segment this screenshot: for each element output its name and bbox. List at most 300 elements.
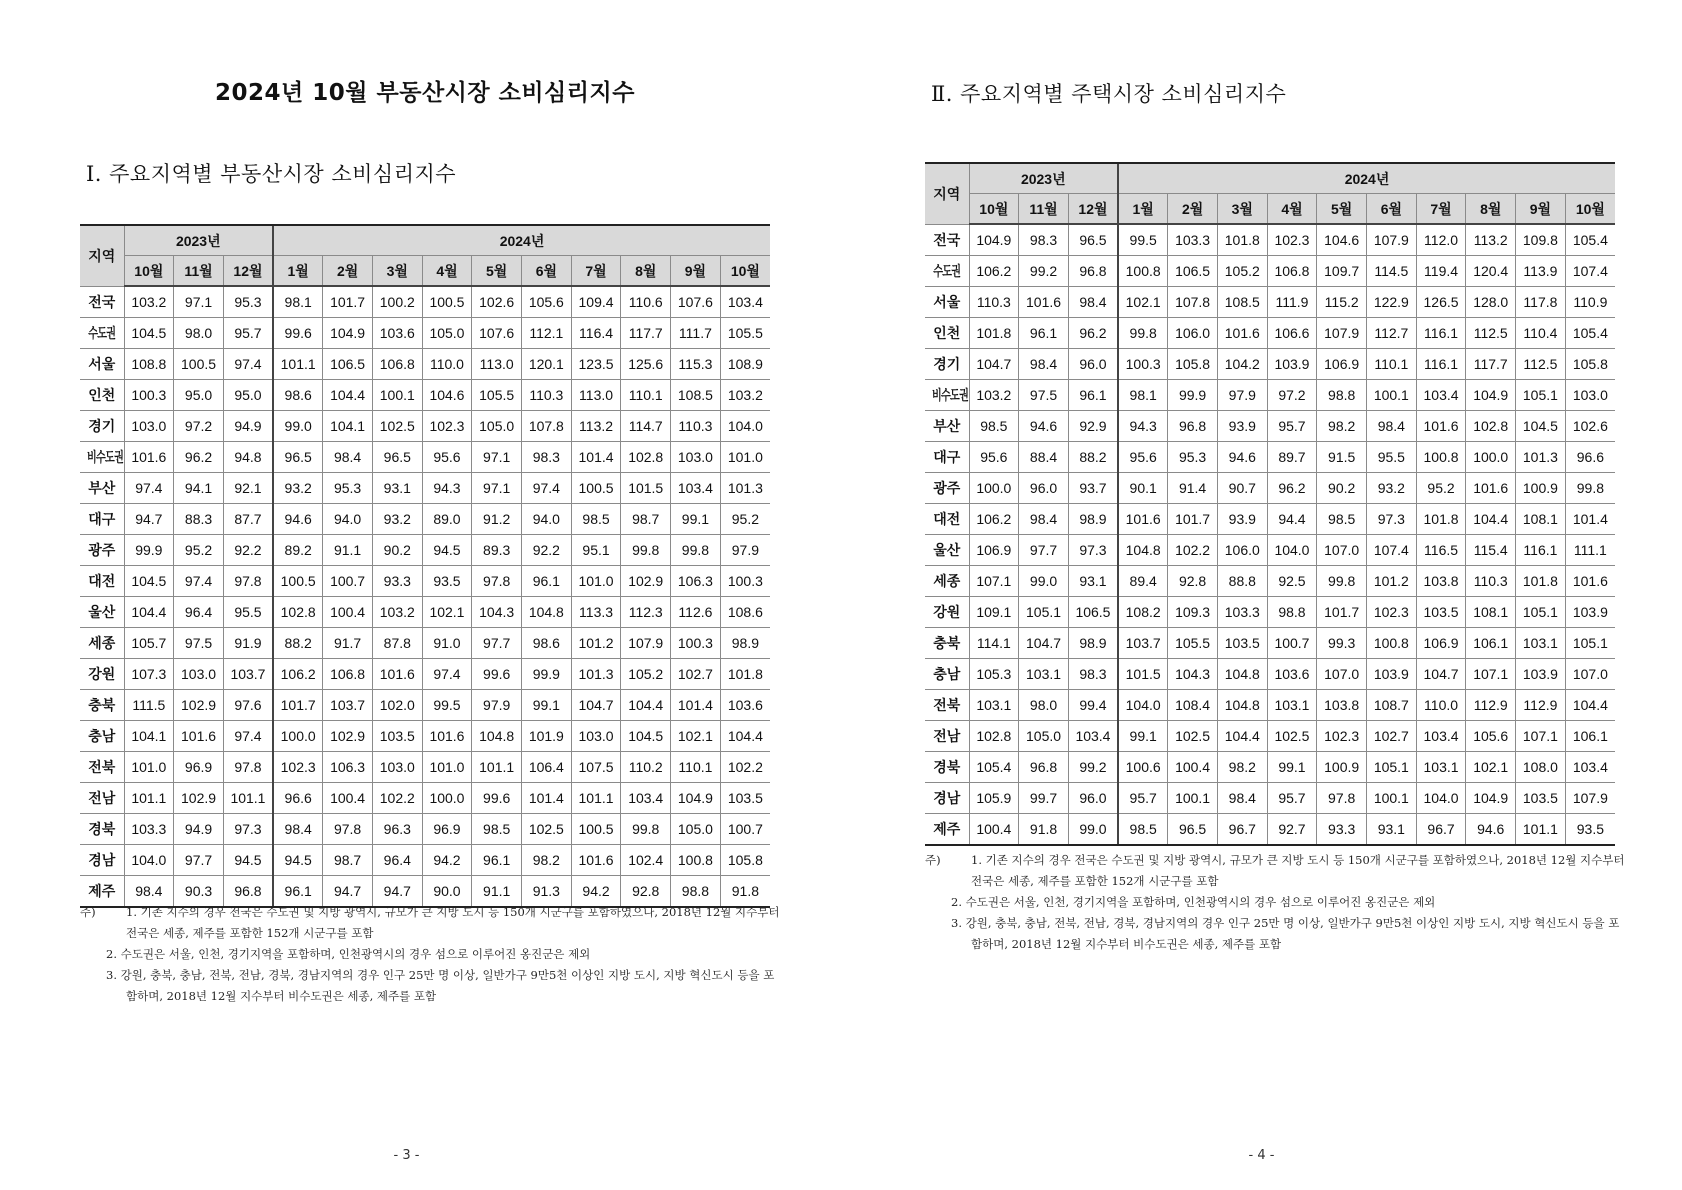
index-value: 98.4 bbox=[1068, 287, 1118, 318]
index-value: 106.1 bbox=[1466, 628, 1516, 659]
index-value: 100.6 bbox=[1118, 752, 1168, 783]
index-value: 103.0 bbox=[671, 442, 721, 473]
table-row bbox=[80, 628, 770, 659]
region-label: 수도권 bbox=[925, 256, 969, 287]
region-label: 울산 bbox=[80, 597, 124, 628]
index-value: 103.1 bbox=[1019, 659, 1069, 690]
table-row bbox=[80, 566, 770, 597]
index-value: 113.2 bbox=[571, 411, 621, 442]
index-value: 97.8 bbox=[1317, 783, 1367, 814]
index-value: 96.8 bbox=[223, 876, 273, 908]
index-value: 101.3 bbox=[1516, 442, 1566, 473]
month-header: 3월 bbox=[372, 256, 422, 287]
index-value: 105.4 bbox=[1565, 224, 1615, 256]
index-value: 97.1 bbox=[472, 473, 522, 504]
index-value: 102.9 bbox=[621, 566, 671, 597]
index-value: 107.9 bbox=[1317, 318, 1367, 349]
index-value: 116.1 bbox=[1416, 349, 1466, 380]
index-value: 98.2 bbox=[1217, 752, 1267, 783]
month-header: 9월 bbox=[1516, 194, 1566, 225]
region-label: 서울 bbox=[925, 287, 969, 318]
index-value: 107.0 bbox=[1317, 535, 1367, 566]
index-value: 98.0 bbox=[1019, 690, 1069, 721]
table-row bbox=[80, 814, 770, 845]
index-value: 100.3 bbox=[720, 566, 770, 597]
footnote-item: 3. 강원, 충북, 충남, 전북, 전남, 경북, 경남지역의 경우 인구 25만 명 이상, 일반가구 9만5천 이상인 지방 도시, 지방 혁신도시 등을 포함하며, 2018년 12월 지수부터 비수도권은 세종, 제주를 포함 bbox=[106, 968, 775, 1003]
index-value: 99.9 bbox=[124, 535, 174, 566]
index-value: 98.1 bbox=[1118, 380, 1168, 411]
index-value: 105.1 bbox=[1367, 752, 1417, 783]
table-row bbox=[925, 752, 1615, 783]
month-header: 10월 bbox=[720, 256, 770, 287]
index-value: 101.7 bbox=[1317, 597, 1367, 628]
index-value: 101.0 bbox=[571, 566, 621, 597]
month-header: 2월 bbox=[323, 256, 373, 287]
index-value: 100.2 bbox=[372, 286, 422, 318]
index-value: 102.2 bbox=[372, 783, 422, 814]
document-title: 2024년 10월 부동산시장 소비심리지수 bbox=[215, 80, 635, 106]
index-value: 100.7 bbox=[323, 566, 373, 597]
index-value: 110.3 bbox=[1466, 566, 1516, 597]
index-value: 98.4 bbox=[124, 876, 174, 908]
index-value: 106.2 bbox=[969, 256, 1019, 287]
index-value: 101.1 bbox=[223, 783, 273, 814]
index-value: 97.4 bbox=[223, 721, 273, 752]
index-value: 103.4 bbox=[1416, 380, 1466, 411]
index-value: 88.3 bbox=[174, 504, 224, 535]
region-header: 지역 bbox=[925, 163, 969, 224]
index-value: 106.1 bbox=[1565, 721, 1615, 752]
index-value: 89.3 bbox=[472, 535, 522, 566]
index-value: 104.0 bbox=[124, 845, 174, 876]
index-value: 100.0 bbox=[969, 473, 1019, 504]
index-value: 110.2 bbox=[621, 752, 671, 783]
region-label: 강원 bbox=[925, 597, 969, 628]
month-header: 11월 bbox=[1019, 194, 1069, 225]
index-value: 95.3 bbox=[1168, 442, 1218, 473]
index-value: 108.0 bbox=[1516, 752, 1566, 783]
index-value: 94.9 bbox=[174, 814, 224, 845]
index-value: 107.8 bbox=[522, 411, 572, 442]
index-value: 97.1 bbox=[472, 442, 522, 473]
index-value: 99.9 bbox=[522, 659, 572, 690]
index-value: 98.3 bbox=[1019, 224, 1069, 256]
index-value: 97.2 bbox=[174, 411, 224, 442]
index-value: 101.6 bbox=[1466, 473, 1516, 504]
index-value: 119.4 bbox=[1416, 256, 1466, 287]
index-value: 96.8 bbox=[1068, 256, 1118, 287]
index-value: 102.3 bbox=[1367, 597, 1417, 628]
index-value: 101.6 bbox=[124, 442, 174, 473]
index-value: 105.9 bbox=[969, 783, 1019, 814]
month-header: 8월 bbox=[1466, 194, 1516, 225]
index-value: 101.8 bbox=[1416, 504, 1466, 535]
index-value: 94.3 bbox=[422, 473, 472, 504]
index-value: 117.7 bbox=[621, 318, 671, 349]
index-value: 106.9 bbox=[1416, 628, 1466, 659]
index-value: 100.4 bbox=[969, 814, 1019, 846]
index-value: 106.5 bbox=[323, 349, 373, 380]
index-value: 103.2 bbox=[969, 380, 1019, 411]
index-value: 100.9 bbox=[1516, 473, 1566, 504]
index-value: 99.5 bbox=[1118, 224, 1168, 256]
index-value: 103.4 bbox=[1416, 721, 1466, 752]
index-value: 103.5 bbox=[720, 783, 770, 814]
index-value: 98.5 bbox=[1118, 814, 1168, 846]
index-value: 97.4 bbox=[522, 473, 572, 504]
index-value: 98.2 bbox=[522, 845, 572, 876]
index-value: 107.0 bbox=[1565, 659, 1615, 690]
index-value: 99.0 bbox=[1019, 566, 1069, 597]
index-value: 94.5 bbox=[223, 845, 273, 876]
index-value: 103.4 bbox=[621, 783, 671, 814]
index-value: 93.2 bbox=[1367, 473, 1417, 504]
region-label: 충북 bbox=[925, 628, 969, 659]
index-value: 99.6 bbox=[472, 659, 522, 690]
index-value: 107.9 bbox=[1565, 783, 1615, 814]
index-value: 105.5 bbox=[472, 380, 522, 411]
index-value: 99.8 bbox=[621, 814, 671, 845]
index-value: 107.0 bbox=[1317, 659, 1367, 690]
index-value: 108.5 bbox=[671, 380, 721, 411]
index-value: 105.6 bbox=[522, 286, 572, 318]
index-value: 106.6 bbox=[1267, 318, 1317, 349]
index-value: 111.1 bbox=[1565, 535, 1615, 566]
month-header: 3월 bbox=[1217, 194, 1267, 225]
index-value: 109.4 bbox=[571, 286, 621, 318]
index-value: 98.9 bbox=[1068, 628, 1118, 659]
index-value: 97.4 bbox=[223, 349, 273, 380]
index-value: 101.7 bbox=[1168, 504, 1218, 535]
index-value: 95.3 bbox=[323, 473, 373, 504]
index-value: 103.4 bbox=[720, 286, 770, 318]
index-value: 105.8 bbox=[720, 845, 770, 876]
index-value: 97.2 bbox=[1267, 380, 1317, 411]
index-value: 104.4 bbox=[1565, 690, 1615, 721]
index-value: 105.1 bbox=[1565, 628, 1615, 659]
index-value: 94.8 bbox=[223, 442, 273, 473]
index-value: 102.8 bbox=[273, 597, 323, 628]
month-header: 4월 bbox=[1267, 194, 1317, 225]
index-value: 93.3 bbox=[372, 566, 422, 597]
index-value: 102.1 bbox=[671, 721, 721, 752]
index-value: 109.3 bbox=[1168, 597, 1218, 628]
index-value: 101.4 bbox=[671, 690, 721, 721]
index-value: 93.1 bbox=[1068, 566, 1118, 597]
month-header: 8월 bbox=[621, 256, 671, 287]
index-value: 100.7 bbox=[1267, 628, 1317, 659]
region-label: 서울 bbox=[80, 349, 124, 380]
table-row bbox=[80, 504, 770, 535]
index-value: 112.7 bbox=[1367, 318, 1417, 349]
index-value: 93.1 bbox=[372, 473, 422, 504]
index-value: 100.1 bbox=[1168, 783, 1218, 814]
table-row bbox=[925, 504, 1615, 535]
index-value: 97.4 bbox=[124, 473, 174, 504]
year-header-2024: 2024년 bbox=[273, 225, 770, 256]
index-value: 106.2 bbox=[273, 659, 323, 690]
index-value: 103.8 bbox=[1317, 690, 1367, 721]
index-value: 103.5 bbox=[1416, 597, 1466, 628]
footnote-item: 3. 강원, 충북, 충남, 전북, 전남, 경북, 경남지역의 경우 인구 25만 명 이상, 일반가구 9만5천 이상인 지방 도시, 지방 혁신도시 등을 포함하며, 2018년 12월 지수부터 비수도권은 세종, 제주를 포함 bbox=[951, 916, 1620, 951]
index-value: 100.7 bbox=[720, 814, 770, 845]
index-value: 100.8 bbox=[671, 845, 721, 876]
index-value: 104.5 bbox=[621, 721, 671, 752]
region-label: 부산 bbox=[80, 473, 124, 504]
index-value: 91.7 bbox=[323, 628, 373, 659]
index-value: 102.5 bbox=[372, 411, 422, 442]
index-value: 100.1 bbox=[372, 380, 422, 411]
index-value: 96.8 bbox=[1019, 752, 1069, 783]
index-value: 112.0 bbox=[1416, 224, 1466, 256]
index-value: 95.7 bbox=[1267, 411, 1317, 442]
index-value: 92.8 bbox=[621, 876, 671, 908]
index-value: 94.5 bbox=[422, 535, 472, 566]
index-value: 96.1 bbox=[522, 566, 572, 597]
index-value: 99.8 bbox=[1565, 473, 1615, 504]
index-value: 100.8 bbox=[1416, 442, 1466, 473]
index-value: 101.6 bbox=[422, 721, 472, 752]
index-value: 102.5 bbox=[522, 814, 572, 845]
index-value: 103.3 bbox=[124, 814, 174, 845]
index-value: 117.8 bbox=[1516, 287, 1566, 318]
index-value: 90.1 bbox=[1118, 473, 1168, 504]
index-value: 93.7 bbox=[1068, 473, 1118, 504]
index-value: 91.5 bbox=[1317, 442, 1367, 473]
index-value: 108.5 bbox=[1217, 287, 1267, 318]
month-header: 1월 bbox=[273, 256, 323, 287]
index-value: 94.0 bbox=[522, 504, 572, 535]
index-value: 103.5 bbox=[1516, 783, 1566, 814]
index-value: 99.1 bbox=[522, 690, 572, 721]
index-value: 105.1 bbox=[1516, 597, 1566, 628]
index-value: 88.8 bbox=[1217, 566, 1267, 597]
index-value: 105.6 bbox=[1466, 721, 1516, 752]
index-value: 105.0 bbox=[1019, 721, 1069, 752]
index-value: 94.6 bbox=[1217, 442, 1267, 473]
index-value: 101.4 bbox=[522, 783, 572, 814]
index-value: 123.5 bbox=[571, 349, 621, 380]
index-value: 106.8 bbox=[372, 349, 422, 380]
index-value: 95.7 bbox=[1267, 783, 1317, 814]
index-value: 104.9 bbox=[969, 224, 1019, 256]
index-value: 117.7 bbox=[1466, 349, 1516, 380]
index-value: 92.1 bbox=[223, 473, 273, 504]
index-value: 101.1 bbox=[1516, 814, 1566, 846]
index-value: 111.7 bbox=[671, 318, 721, 349]
index-value: 100.9 bbox=[1317, 752, 1367, 783]
region-label: 비수도권 bbox=[925, 380, 969, 411]
month-header: 12월 bbox=[1068, 194, 1118, 225]
region-label: 제주 bbox=[925, 814, 969, 846]
index-value: 105.0 bbox=[472, 411, 522, 442]
index-value: 109.8 bbox=[1516, 224, 1566, 256]
table-row bbox=[925, 659, 1615, 690]
index-value: 93.9 bbox=[1217, 504, 1267, 535]
table-row bbox=[80, 535, 770, 566]
index-value: 97.3 bbox=[1367, 504, 1417, 535]
index-value: 110.1 bbox=[621, 380, 671, 411]
index-value: 102.7 bbox=[1367, 721, 1417, 752]
index-value: 87.8 bbox=[372, 628, 422, 659]
index-value: 104.9 bbox=[323, 318, 373, 349]
index-value: 104.0 bbox=[1267, 535, 1317, 566]
index-value: 102.6 bbox=[1565, 411, 1615, 442]
index-value: 104.5 bbox=[124, 566, 174, 597]
index-value: 104.8 bbox=[522, 597, 572, 628]
index-value: 102.0 bbox=[372, 690, 422, 721]
index-value: 98.7 bbox=[621, 504, 671, 535]
index-value: 105.0 bbox=[422, 318, 472, 349]
index-value: 93.9 bbox=[1217, 411, 1267, 442]
index-value: 112.5 bbox=[1516, 349, 1566, 380]
index-value: 102.8 bbox=[621, 442, 671, 473]
region-label: 경기 bbox=[925, 349, 969, 380]
index-value: 100.3 bbox=[671, 628, 721, 659]
month-header: 10월 bbox=[124, 256, 174, 287]
page-number: - 3 - bbox=[393, 1148, 420, 1163]
index-value: 101.8 bbox=[969, 318, 1019, 349]
index-value: 104.7 bbox=[571, 690, 621, 721]
month-header: 6월 bbox=[522, 256, 572, 287]
index-value: 128.0 bbox=[1466, 287, 1516, 318]
region-label: 전북 bbox=[80, 752, 124, 783]
index-value: 100.0 bbox=[273, 721, 323, 752]
index-value: 120.1 bbox=[522, 349, 572, 380]
index-value: 101.2 bbox=[1367, 566, 1417, 597]
index-value: 104.0 bbox=[720, 411, 770, 442]
index-value: 102.9 bbox=[323, 721, 373, 752]
region-label: 경기 bbox=[80, 411, 124, 442]
index-value: 107.1 bbox=[1516, 721, 1566, 752]
index-value: 104.3 bbox=[472, 597, 522, 628]
index-value: 107.9 bbox=[1367, 224, 1417, 256]
region-label: 세종 bbox=[80, 628, 124, 659]
index-value: 88.2 bbox=[1068, 442, 1118, 473]
index-value: 102.2 bbox=[720, 752, 770, 783]
index-value: 96.5 bbox=[372, 442, 422, 473]
footnote-prefix: 주) bbox=[925, 853, 941, 867]
index-value: 105.4 bbox=[969, 752, 1019, 783]
index-value: 107.9 bbox=[621, 628, 671, 659]
index-value: 112.3 bbox=[621, 597, 671, 628]
index-value: 100.4 bbox=[323, 783, 373, 814]
index-value: 125.6 bbox=[621, 349, 671, 380]
index-value: 93.2 bbox=[273, 473, 323, 504]
table-row bbox=[80, 318, 770, 349]
index-value: 96.0 bbox=[1019, 473, 1069, 504]
index-value: 115.4 bbox=[1466, 535, 1516, 566]
index-value: 100.5 bbox=[273, 566, 323, 597]
index-value: 102.7 bbox=[671, 659, 721, 690]
table-row bbox=[80, 380, 770, 411]
table-row bbox=[80, 442, 770, 473]
index-value: 98.4 bbox=[1367, 411, 1417, 442]
index-value: 96.3 bbox=[372, 814, 422, 845]
index-value: 100.3 bbox=[1118, 349, 1168, 380]
region-label: 광주 bbox=[925, 473, 969, 504]
index-value: 105.0 bbox=[671, 814, 721, 845]
region-label: 비수도권 bbox=[80, 442, 124, 473]
index-value: 101.1 bbox=[124, 783, 174, 814]
index-value: 103.5 bbox=[1217, 628, 1267, 659]
index-value: 112.5 bbox=[1466, 318, 1516, 349]
index-value: 97.9 bbox=[1217, 380, 1267, 411]
index-value: 95.6 bbox=[422, 442, 472, 473]
index-value: 94.4 bbox=[1267, 504, 1317, 535]
region-label: 경남 bbox=[80, 845, 124, 876]
index-value: 107.8 bbox=[1168, 287, 1218, 318]
table-row bbox=[925, 535, 1615, 566]
index-value: 96.2 bbox=[174, 442, 224, 473]
index-value: 110.0 bbox=[1416, 690, 1466, 721]
index-value: 104.4 bbox=[1217, 721, 1267, 752]
index-value: 104.8 bbox=[472, 721, 522, 752]
table-row bbox=[80, 597, 770, 628]
index-value: 100.5 bbox=[422, 286, 472, 318]
index-value: 94.1 bbox=[174, 473, 224, 504]
index-value: 102.5 bbox=[1168, 721, 1218, 752]
region-label: 수도권 bbox=[80, 318, 124, 349]
region-label: 경북 bbox=[925, 752, 969, 783]
index-value: 99.2 bbox=[1068, 752, 1118, 783]
index-value: 99.1 bbox=[671, 504, 721, 535]
index-value: 100.8 bbox=[1367, 628, 1417, 659]
index-value: 108.9 bbox=[720, 349, 770, 380]
index-value: 104.4 bbox=[1466, 504, 1516, 535]
index-value: 97.9 bbox=[472, 690, 522, 721]
index-value: 91.1 bbox=[472, 876, 522, 908]
index-value: 96.6 bbox=[1565, 442, 1615, 473]
index-value: 104.7 bbox=[1416, 659, 1466, 690]
index-value: 101.0 bbox=[422, 752, 472, 783]
index-value: 96.9 bbox=[174, 752, 224, 783]
month-header: 5월 bbox=[472, 256, 522, 287]
index-value: 97.5 bbox=[1019, 380, 1069, 411]
index-value: 100.8 bbox=[1118, 256, 1168, 287]
index-value: 96.2 bbox=[1068, 318, 1118, 349]
index-value: 104.5 bbox=[124, 318, 174, 349]
index-value: 122.9 bbox=[1367, 287, 1417, 318]
index-value: 97.8 bbox=[223, 566, 273, 597]
index-value: 103.2 bbox=[720, 380, 770, 411]
index-value: 105.4 bbox=[1565, 318, 1615, 349]
table-row bbox=[925, 411, 1615, 442]
index-value: 106.0 bbox=[1168, 318, 1218, 349]
index-value: 99.5 bbox=[422, 690, 472, 721]
index-value: 126.5 bbox=[1416, 287, 1466, 318]
table-row bbox=[925, 721, 1615, 752]
index-value: 102.8 bbox=[1466, 411, 1516, 442]
index-value: 101.4 bbox=[571, 442, 621, 473]
index-value: 104.3 bbox=[1168, 659, 1218, 690]
index-value: 99.1 bbox=[1118, 721, 1168, 752]
index-value: 93.5 bbox=[422, 566, 472, 597]
index-value: 103.7 bbox=[223, 659, 273, 690]
region-label: 전남 bbox=[80, 783, 124, 814]
index-value: 103.0 bbox=[372, 752, 422, 783]
table-row bbox=[80, 752, 770, 783]
footnote-item: 주) 1. 기존 지수의 경우 전국은 수도권 및 지방 광역시, 규모가 큰 지방 도시 등 150개 시군구를 포함하였으나, 2018년 12월 지수부터 전국은 세종, 제주를 포함한 152개 시군구를 포함 bbox=[925, 850, 1625, 892]
index-value: 99.6 bbox=[472, 783, 522, 814]
index-value: 105.8 bbox=[1168, 349, 1218, 380]
index-value: 97.1 bbox=[174, 286, 224, 318]
index-value: 100.5 bbox=[571, 814, 621, 845]
index-value: 96.1 bbox=[1068, 380, 1118, 411]
index-value: 100.4 bbox=[323, 597, 373, 628]
index-value: 92.2 bbox=[522, 535, 572, 566]
region-label: 경북 bbox=[80, 814, 124, 845]
